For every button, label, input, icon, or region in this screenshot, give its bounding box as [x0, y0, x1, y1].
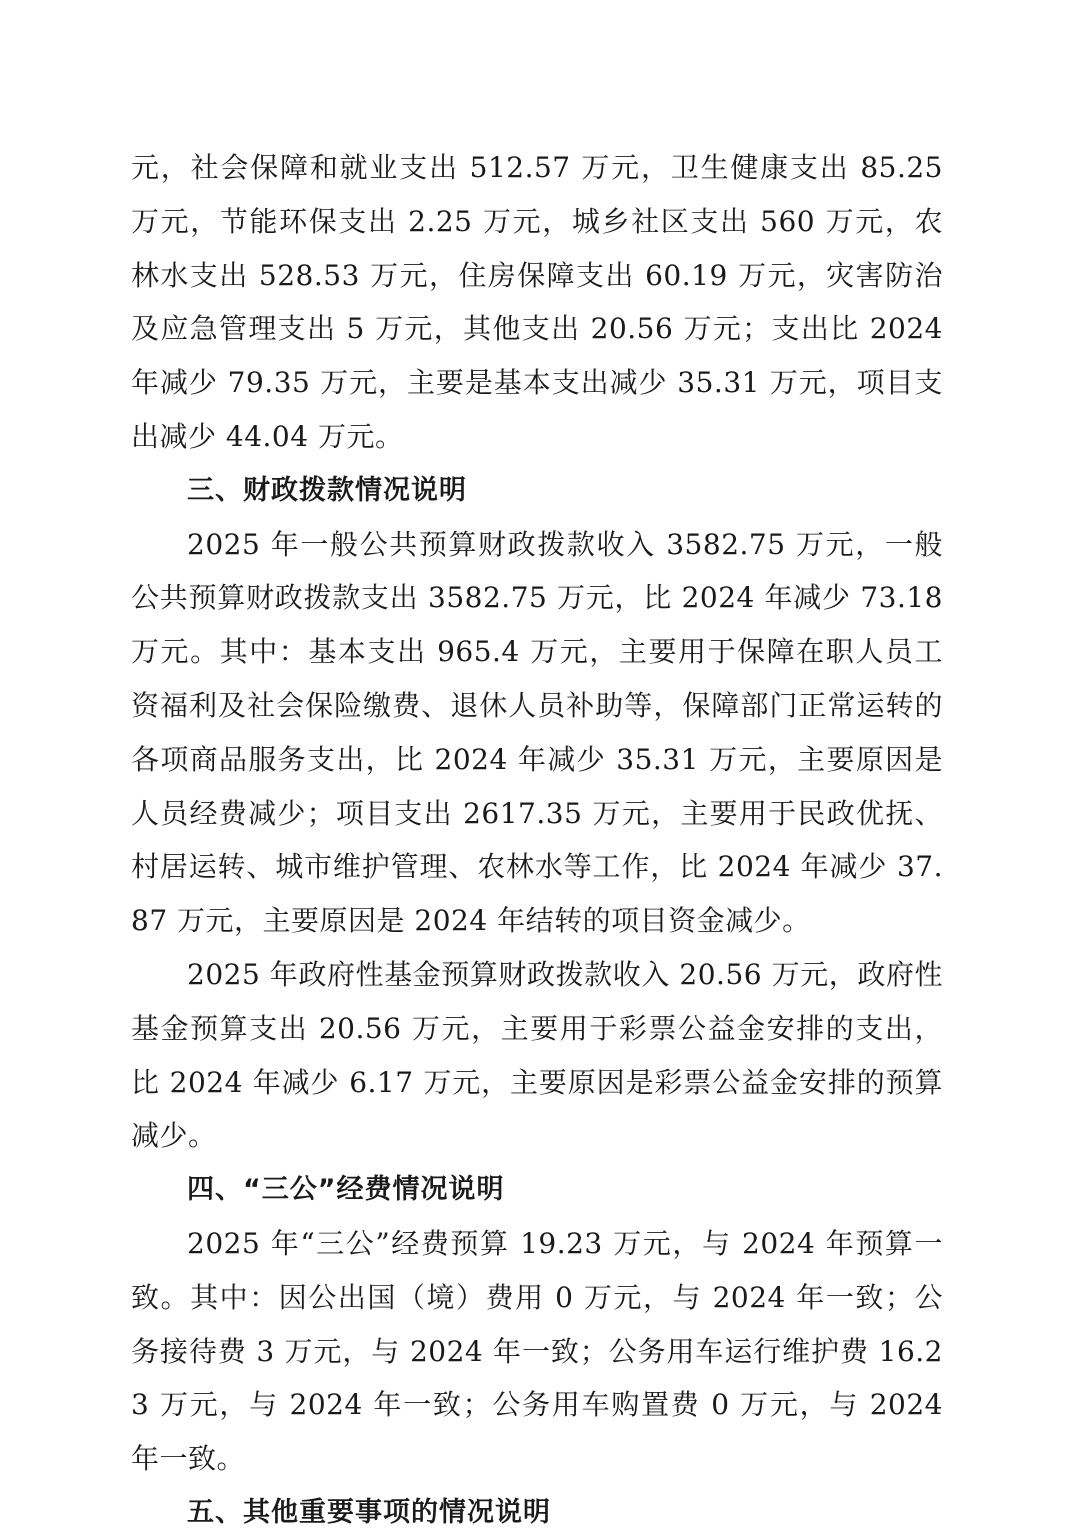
- section-heading-4: 四、“三公”经费情况说明: [187, 1174, 505, 1206]
- document-body: [131, 141, 943, 1540]
- paragraph-government-fund: 2025 年政府性基金预算财政拨款收入 20.56 万元，政府性基金预算支出 20.56 万元，主要用于彩票公益金安排的支出，比 2024 年减少 6.17 万元，主要原因是彩票公益金安排的预算减少。: [131, 957, 943, 1153]
- section-heading-3: 三、财政拨款情况说明: [187, 474, 467, 506]
- paragraph-three-public-expenses: 2025 年“三公”经费预算 19.23 万元，与 2024 年预算一致。其中：因公出国（境）费用 0 万元，与 2024 年一致；公务接待费 3 万元，与 2024 年一致；公务用车运行维护费 16.23 万元，与 2024 年一致；公务用车购置费 0 万元，与 2024 年一致。: [131, 1226, 943, 1476]
- section-heading-5: 五、其他重要事项的情况说明: [187, 1496, 551, 1528]
- paragraph-general-budget: 2025 年一般公共预算财政拨款收入 3582.75 万元，一般公共预算财政拨款支出 3582.75 万元，比 2024 年减少 73.18 万元。其中：基本支出 965.4 万元，主要用于保障在职人员工资福利及社会保险缴费、退休人员补助等，保障部门正常运转的各项商品服务支出，比 2024 年减少 35.31 万元，主要原因是人员经费减少；项目支出 2617.35 万元，主要用于民政优抚、村居运转、城市维护管理、农林水等工作，比 2024 年减少 37.87 万元，主要原因是 2024 年结转的项目资金减少。: [131, 527, 943, 938]
- paragraph-continuation: 元，社会保障和就业支出 512.57 万元，卫生健康支出 85.25 万元，节能环保支出 2.25 万元，城乡社区支出 560 万元，农林水支出 528.53 万元，住房保障支出 60.19 万元，灾害防治及应急管理支出 5 万元，其他支出 20.56 万元；支出比 2024 年减少 79.35 万元，主要是基本支出减少 35.31 万元，项目支出减少 44.04 万元。: [131, 151, 943, 453]
